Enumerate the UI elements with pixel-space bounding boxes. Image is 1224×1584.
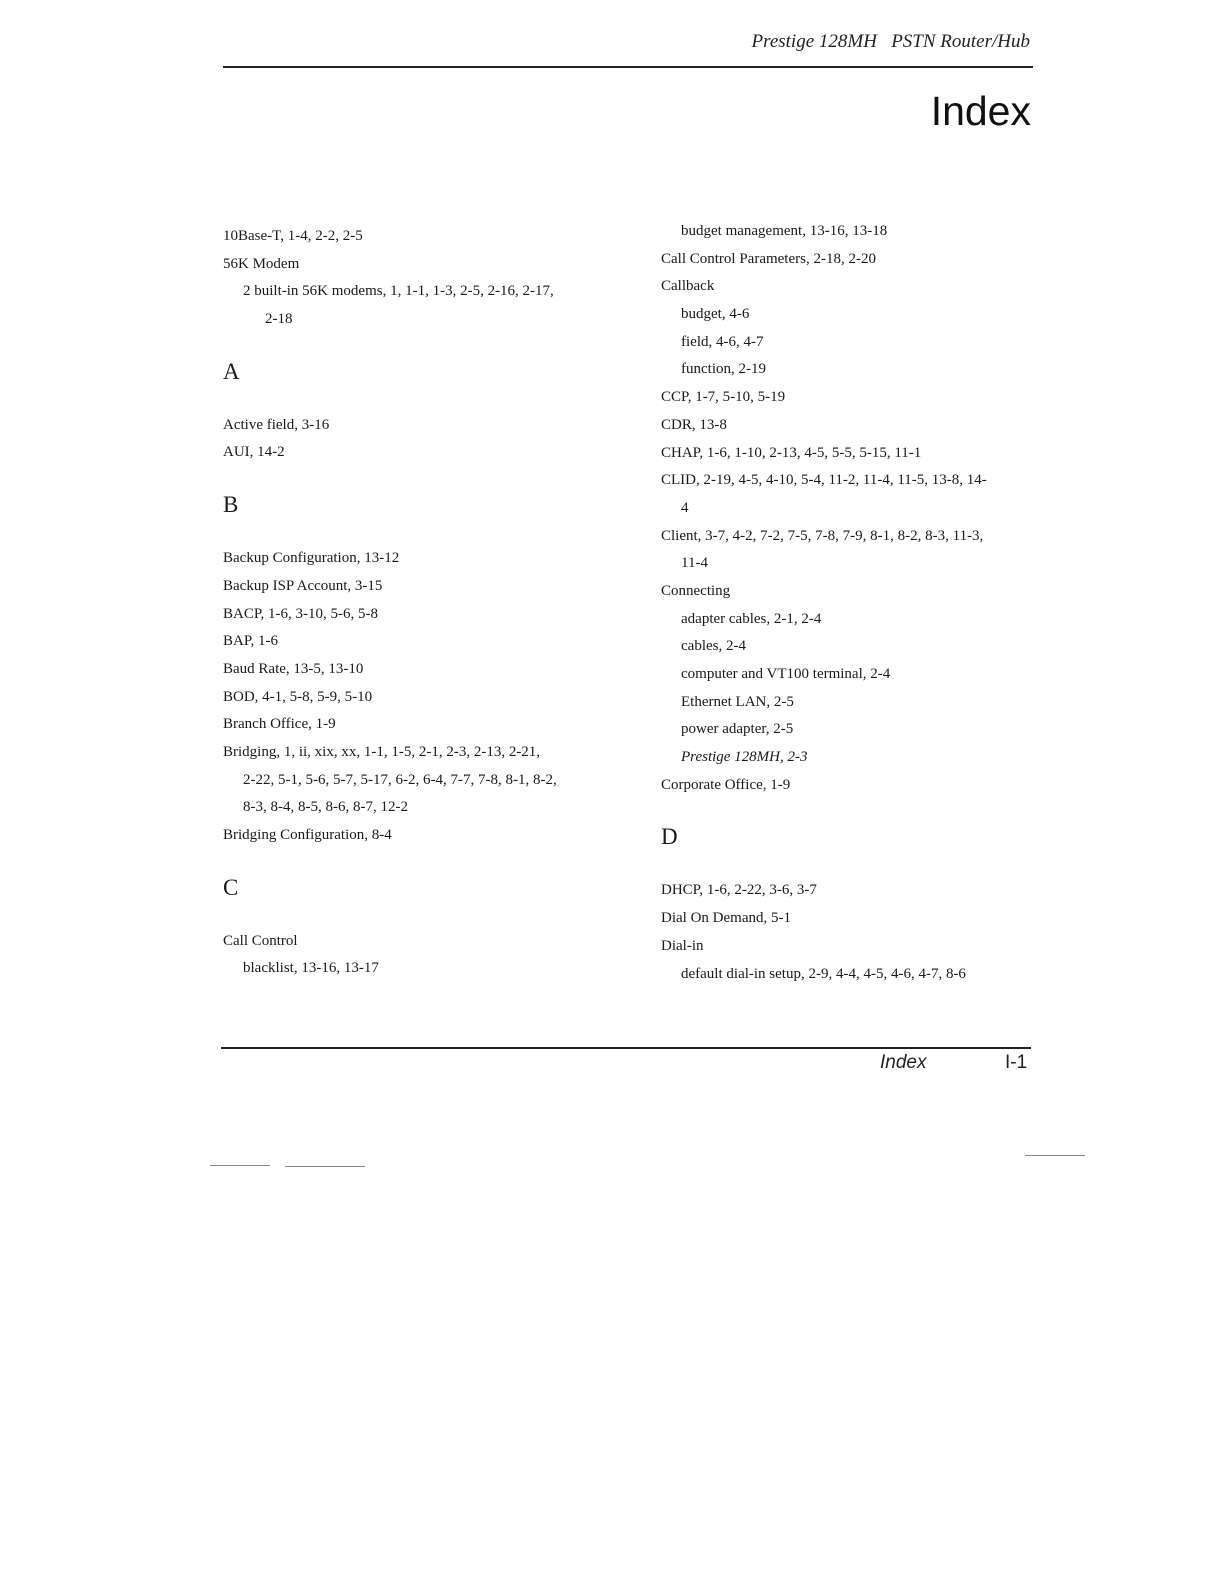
index-subentry: Prestige 128MH, 2-3 [681,749,808,766]
index-entry: Call Control Parameters, 2-18, 2-20 [661,250,876,267]
scan-speck [1025,1155,1085,1156]
header-rule [223,66,1033,68]
index-subentry: adapter cables, 2-1, 2-4 [681,610,822,627]
index-subentry: 2 built-in 56K modems, 1, 1-1, 1-3, 2-5, 2-16, 2-17, [243,283,554,300]
footer-section-name: Index [880,1052,927,1073]
index-entry: Dial-in [661,937,704,954]
index-entry: Bridging Configuration, 8-4 [223,827,392,843]
index-entry: CCP, 1-7, 5-10, 5-19 [661,389,786,406]
index-entry: BOD, 4-1, 5-8, 5-9, 5-10 [223,688,373,705]
index-entry: 56K Modem [223,255,300,272]
scan-speck [210,1165,270,1166]
index-subentry: Ethernet LAN, 2-5 [681,693,794,710]
index-entry: Bridging, 1, ii, xix, xx, 1-1, 1-5, 2-1, 2-3, 2-13, 2-21, [223,743,541,760]
index-column-right [661,218,1033,988]
index-entry: Active field, 3-16 [223,416,330,433]
index-entry: AUI, 14-2 [223,444,285,461]
index-subentry: field, 4-6, 4-7 [681,333,764,350]
index-entry: BACP, 1-6, 3-10, 5-6, 5-8 [223,605,379,622]
index-entry: Callback [661,278,715,295]
index-subentry: 2-22, 5-1, 5-6, 5-7, 5-17, 6-2, 6-4, 7-7, 7-8, 8-1, 8-2, [243,771,557,788]
index-subentry: budget management, 13-16, 13-18 [681,223,888,239]
index-subentry: default dial-in setup, 2-9, 4-4, 4-5, 4-6, 4-7, 8-6 [681,965,966,982]
index-subentry: 2-18 [265,311,293,328]
index-entry: Client, 3-7, 4-2, 7-2, 7-5, 7-8, 7-9, 8-1, 8-2, 8-3, 11-3, [661,527,984,544]
index-entry: CDR, 13-8 [661,416,727,433]
footer-page-number: I-1 [1005,1052,1028,1073]
index-subentry: 4 [681,499,689,516]
running-header: Prestige 128MH PSTN Router/Hub [751,31,1030,52]
index-entry: Backup ISP Account, 3-15 [223,577,383,594]
scan-speck [285,1166,365,1167]
index-subentry: cables, 2-4 [681,638,746,655]
index-column-left [223,223,608,983]
index-entry: DHCP, 1-6, 2-22, 3-6, 3-7 [661,882,817,899]
index-subentry: budget, 4-6 [681,306,750,323]
index-subentry: 8-3, 8-4, 8-5, 8-6, 8-7, 12-2 [243,799,408,816]
index-entry: Branch Office, 1-9 [223,716,336,733]
index-entry: CHAP, 1-6, 1-10, 2-13, 4-5, 5-5, 5-15, 11-1 [661,444,922,461]
index-subentry: power adapter, 2-5 [681,721,794,738]
footer-rule [221,1047,1031,1049]
index-entry: Baud Rate, 13-5, 13-10 [223,660,364,677]
index-subentry: 11-4 [681,555,708,572]
index-entry: Dial On Demand, 5-1 [661,910,791,927]
index-subentry: computer and VT100 terminal, 2-4 [681,666,891,682]
index-section-letter: A [223,358,240,384]
index-section-letter: D [661,824,678,850]
index-entry: Connecting [661,582,731,599]
index-subentry: function, 2-19 [681,361,766,378]
index-entry: Call Control [223,932,298,949]
index-entry: 10Base-T, 1-4, 2-2, 2-5 [223,228,363,244]
index-entry: Backup Configuration, 13-12 [223,550,400,567]
index-section-letter: C [223,874,239,900]
index-entry: Corporate Office, 1-9 [661,776,791,793]
index-section-letter: B [223,492,239,518]
index-entry: BAP, 1-6 [223,633,279,650]
index-entry: CLID, 2-19, 4-5, 4-10, 5-4, 11-2, 11-4, 11-5, 13-8, 14- [661,472,987,489]
page-title: Index [930,88,1031,134]
index-subentry: blacklist, 13-16, 13-17 [243,960,379,977]
